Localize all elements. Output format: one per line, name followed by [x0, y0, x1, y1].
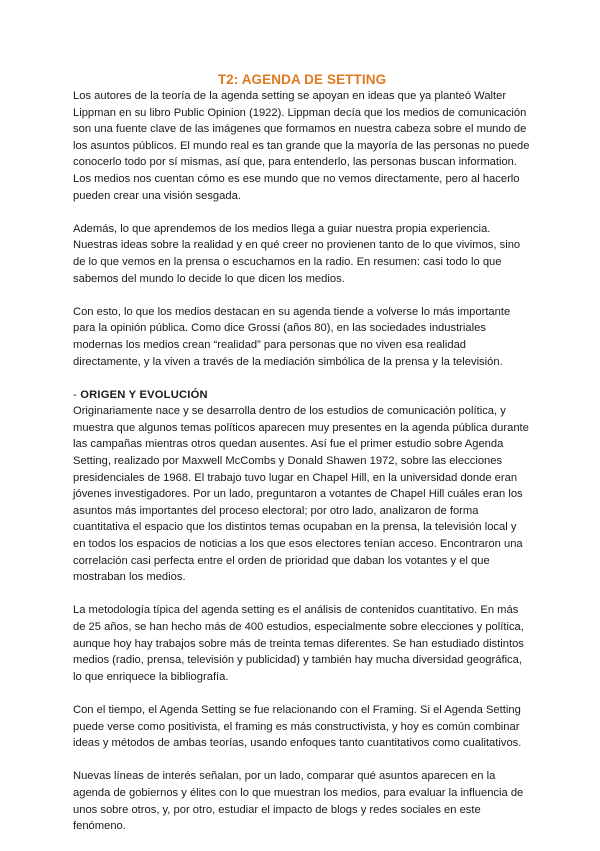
paragraph-framing: Con el tiempo, el Agenda Setting se fue relacionando con el Framing. Si el Agenda Setting puede verse como positivista, el framing es más constructivista, y hoy es común combinar ideas y métodos de ambas teorías, usando enfoques tanto cuantitativos como cualitativos. — [73, 703, 522, 750]
paragraph-origin: Originariamente nace y se desarrolla dentro de los estudios de comunicación política, y muestra que algunos temas políticos aparecen muy presentes en la agenda pública durante las campañas mientras otros quedan ausentes. Así fue el primer estudio sobre Agenda Setting, realizado por Maxwell McCombs y Donald Shawen 1972, sobre las elecciones presidenciales de 1968. El trabajo tuvo lugar en Chapel Hill, en la universidad donde eran jóvenes investigadores. Por un lado, preguntaron a votantes de Chapel Hill cuáles eran los asuntos más importantes del proceso electoral; por otro lado, analizaron de forma cuantitativa el espacio que los distintos temas ocupaban en la prensa, la televisión local y en todos los espacios de noticias a los que esos electores tenían acceso. Encontraron una correlación casi perfecta entre el orden de prioridad que daban los votantes y el que mostraban los medios. — [73, 405, 529, 584]
document-title: T2: AGENDA DE SETTING — [217, 72, 387, 87]
paragraph-public-opinion: Con esto, lo que los medios destacan en su agenda tiende a volverse lo más importante para la opinión pública. Como dice Grossi (años 80), en las sociedades industriales modernas los medios crean “realidad” para personas que no viven esa realidad directamente, y la viven a través de la mediación simbólica de la prensa y la televisión. — [73, 305, 511, 368]
paragraph-new-lines: Nuevas líneas de interés señalan, por un lado, comparar qué asuntos aparecen en la agenda de gobiernos y élites con lo que muestran los medios, para evaluar la influencia de unos sobre otros, y, por otro, estudiar el impacto de blogs y redes sociales en este fenómeno. — [73, 770, 524, 833]
document-page — [73, 72, 531, 851]
section-heading — [73, 387, 531, 404]
section-heading-text: ORIGEN Y EVOLUCIÓN — [80, 388, 208, 401]
paragraph-media-experience: Además, lo que aprendemos de los medios llega a guiar nuestra propia experiencia. Nuestras ideas sobre la realidad y en qué creer no provienen tanto de lo que vivimos, sino de lo que vemos en la prensa o escuchamos en la radio. En resumen: casi todo lo que sabemos del mundo lo decide lo que dicen los medios. — [73, 222, 521, 285]
section-heading-dash: - — [73, 388, 81, 401]
paragraph-intro: Los autores de la teoría de la agenda setting se apoyan en ideas que ya planteó Walter Lippman en su libro Public Opinion (1922). Lippman decía que los medios de comunicación son una fuente clave de las imágenes que formamos en nuestra cabeza sobre el mundo de los asuntos públicos. El mundo real es tan grande que la mayoría de las personas no puede conocerlo todo por sí mismas, así que, para entenderlo, las personas buscan information. Los medios nos cuentan cómo es ese mundo que no vemos directamente, pero al hacerlo pueden crear una visión sesgada. — [73, 90, 530, 202]
paragraph-methodology: La metodología típica del agenda setting es el análisis de contenidos cuantitativo. En más de 25 años, se han hecho más de 400 estudios, especialmente sobre elecciones y política, aunque hoy hay trabajos sobre más de treinta temas diferentes. Se han estudiado distintos medios (radio, prensa, televisión y publicidad) y también hay mucha diversidad geográfica, lo que enriquece la bibliografía. — [73, 604, 524, 683]
